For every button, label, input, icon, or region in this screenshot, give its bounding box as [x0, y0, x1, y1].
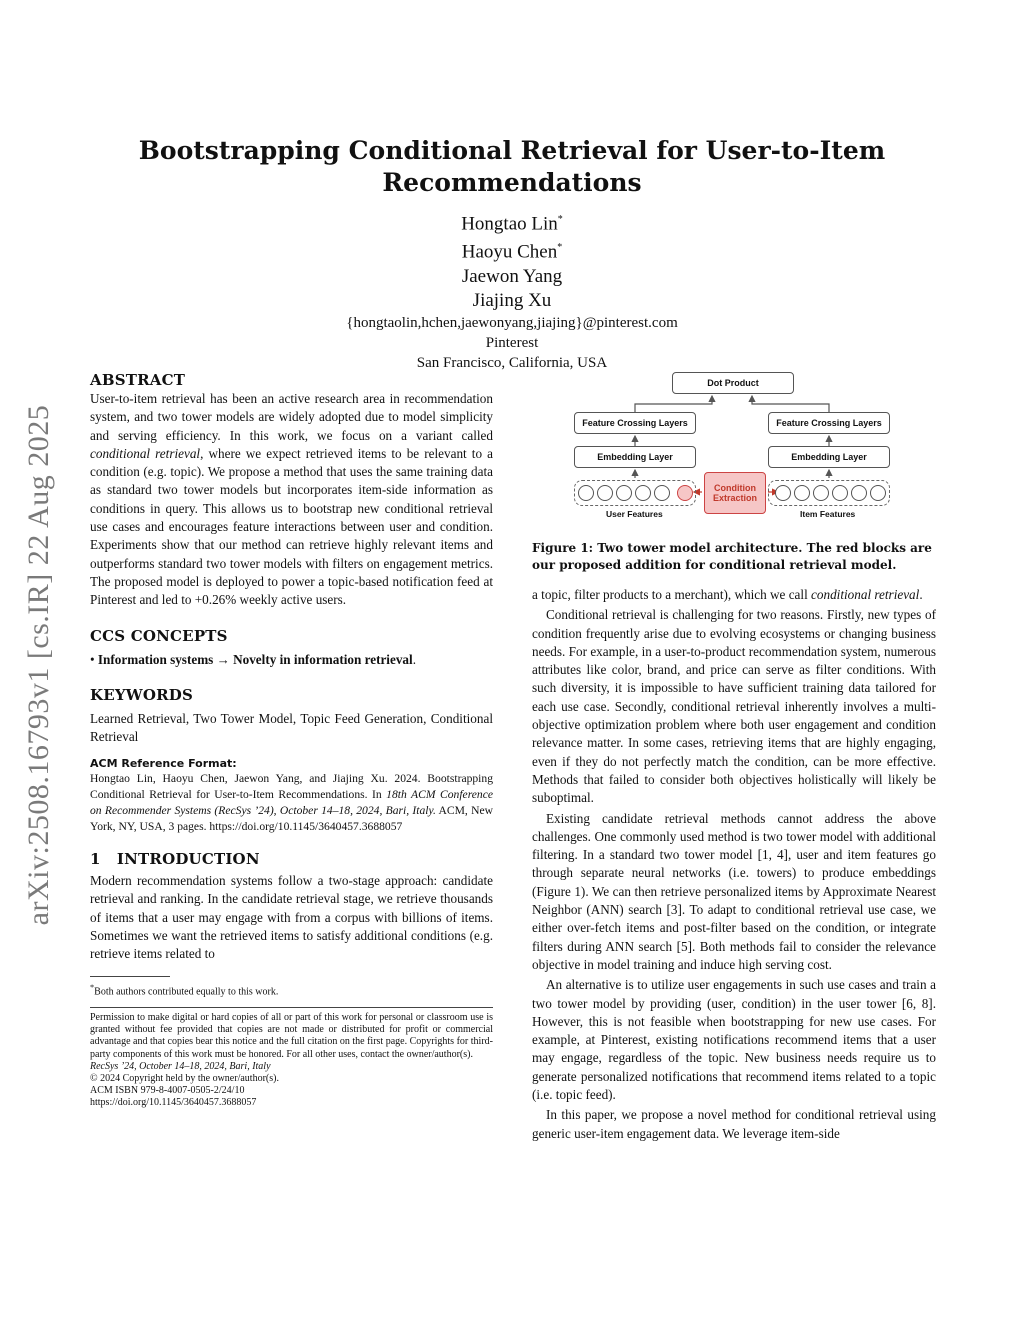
paper-title: Bootstrapping Conditional Retrieval for User-to-Item Recommendations: [138, 136, 886, 197]
right-para-4: In this paper, we propose a novel method for conditional retrieval using generic user-item engagement data. We leverage item-side: [532, 1107, 936, 1141]
figure-caption: Figure 1: Two tower model architecture. The red blocks are our proposed addition for conditional retrieval model.: [532, 541, 932, 572]
ccs-concepts: • Information systems → Novelty in information retrieval.: [90, 651, 416, 667]
item-feature-circle: [870, 485, 886, 501]
item-features-label: Item Features: [800, 509, 856, 519]
user-features-label: User Features: [606, 509, 663, 519]
user-feature-circle: [616, 485, 632, 501]
permission-notice: Permission to make digital or hard copies of all or part of this work for personal or classroom use is granted without fee provided that copies are not made or distributed for profit or commercial advantage and that copies bear this notice and the full citation on the first page. Copyrights for third-party components of this work must be honored. For all other uses, contact the owner/author(s).: [90, 1011, 493, 1060]
item-feature-circle: [794, 485, 810, 501]
permission-rule: [90, 1007, 493, 1008]
acm-ref-text: Hongtao Lin, Haoyu Chen, Jaewon Yang, and Jiajing Xu. 2024. Bootstrapping Conditional Retrieval for User-to-Item Recommendations. In 18th ACM Conference on Recommender Systems (RecSys ’24), October 14–18, 2024, Bari, Italy. ACM, New York, NY, USA, 3 pages. https://doi.org/10.1145/3640457.3688057: [90, 772, 494, 834]
copyright-line: © 2024 Copyright held by the owner/author(s).: [90, 1072, 279, 1084]
abstract-text: User-to-item retrieval has been an active research area in recommendation system, and two tower models are widely adopted due to model simplicity and serving efficiency. In this work, we focus on a variant called conditional retrieval, where we expect retrieved items to be relevant to a condition (e.g. topic). We propose a method that uses the same training data as standard two tower models but incorporates item-side information as conditions in query. This allows us to bootstrap new conditional retrieval use cases and encourages feature interactions between user and condition. Experiments show that our method can retrieve highly relevant items and outperforms standard two tower models with filters on engagement metrics. The proposed model is deployed to power a topic-based notification feed at Pinterest and led to +0.26% weekly active users.: [90, 391, 493, 608]
condition-feature-circle: [677, 485, 693, 501]
author-2: Haoyu Chen*: [461, 241, 563, 263]
item-feature-circle: [813, 485, 829, 501]
right-para-2: Existing candidate retrieval methods cannot address the above challenges. One commonly used method is two tower model with additional filtering. In a standard two tower model [1, 4], user and item features go through separate neural networks (i.e. towers) to produce embeddings (Figure 1). We can then retrieve personalized items by Approximate Nearest Neighbor (ANN) search [3]. To adapt to conditional retrieval use case, we either over-fetch items and post-filter based on the condition, or integrate filters during ANN search [5]. Both methods fail to consider the relevance objective in model training and induce high serving cost.: [532, 810, 936, 972]
venue-line: RecSys ’24, October 14–18, 2024, Bari, Italy: [90, 1060, 271, 1072]
keywords-heading: KEYWORDS: [90, 685, 193, 704]
item-feature-circle: [851, 485, 867, 501]
figure-1: [532, 368, 936, 528]
intro-heading: 1 INTRODUCTION: [90, 850, 260, 869]
author-block: [212, 208, 812, 373]
right-column: [532, 368, 936, 1143]
user-feature-circle: [654, 485, 670, 501]
arxiv-stamp-text: arXiv:2508.16793v1 [cs.IR] 22 Aug 2025: [22, 404, 55, 926]
right-embedding-box: Embedding Layer: [768, 446, 890, 468]
author-3: Jaewon Yang: [461, 265, 563, 287]
item-feature-circle: [775, 485, 791, 501]
dot-product-box: Dot Product: [672, 372, 794, 394]
author-email: {hongtaolin,hchen,jaewonyang,jiajing}@pinterest.com: [346, 314, 678, 331]
ccs-heading: CCS CONCEPTS: [90, 626, 228, 645]
user-feature-circle: [578, 485, 594, 501]
right-feature-crossing-box: Feature Crossing Layers: [768, 412, 890, 434]
arxiv-stamp: [8, 375, 70, 955]
location: San Francisco, California, USA: [416, 354, 608, 371]
intro-text: Modern recommendation systems follow a two-stage approach: candidate retrieval and ranking. In the candidate retrieval stage, we retrieve thousands of items that a user may engage with from a corpus with billions of items. Sometimes we want the retrieved items to satisfy additional conditions (e.g. retrieve items related to: [90, 873, 493, 962]
item-feature-circle: [832, 485, 848, 501]
footnote-rule: [90, 976, 170, 977]
left-column: [90, 370, 493, 1110]
left-feature-crossing-box: Feature Crossing Layers: [574, 412, 696, 434]
affiliation: Pinterest: [485, 334, 539, 351]
user-feature-circle: [597, 485, 613, 501]
right-para-1: Conditional retrieval is challenging for two reasons. Firstly, new types of condition frequently arise due to evolving ecosystems or changing business needs. For example, in a user-to-product recommendation system, numerous attributes like color, brand, and price can serve as filter conditions. With such diversity, it is impossible to have sufficient training data tailored for each use case. Secondly, conditional retrieval inherently involves a multi-objective optimization problem where both user engagement and condition relevance matter. In some cases, retrieving items that are highly engaging, even if they do not perfectly match the condition, can be more effective. Methods that failed to consider both objectives holistically will likely be suboptimal.: [532, 607, 936, 806]
right-para-3: An alternative is to utilize user engagements in such use cases and train a two tower model by providing (user, condition) in the user tower [6, 8]. However, this is not feasible when bootstrapping for new use cases. For example, at Pinterest, existing notifications recommend items that a user may engage, regardless of the topic. New business needs require us to generate personalized notifications that recommend items related to a topic (i.e. topic feed).: [532, 977, 936, 1103]
keywords-text: Learned Retrieval, Two Tower Model, Topic Feed Generation, Conditional Retrieval: [90, 710, 493, 744]
footnote: *Both authors contributed equally to this work.: [90, 982, 279, 997]
user-feature-circle: [635, 485, 651, 501]
acm-ref-heading: ACM Reference Format:: [90, 757, 237, 771]
author-1: Hongtao Lin*: [461, 213, 563, 235]
author-4: Jiajing Xu: [472, 289, 552, 311]
doi-line: https://doi.org/10.1145/3640457.3688057: [90, 1097, 257, 1109]
abstract-heading: ABSTRACT: [90, 371, 186, 389]
condition-extraction-box: Condition Extraction: [704, 472, 766, 514]
right-para-0: a topic, filter products to a merchant), which we call conditional retrieval.: [532, 587, 923, 602]
left-embedding-box: Embedding Layer: [574, 446, 696, 468]
isbn-line: ACM ISBN 979-8-4007-0505-2/24/10: [90, 1085, 245, 1097]
